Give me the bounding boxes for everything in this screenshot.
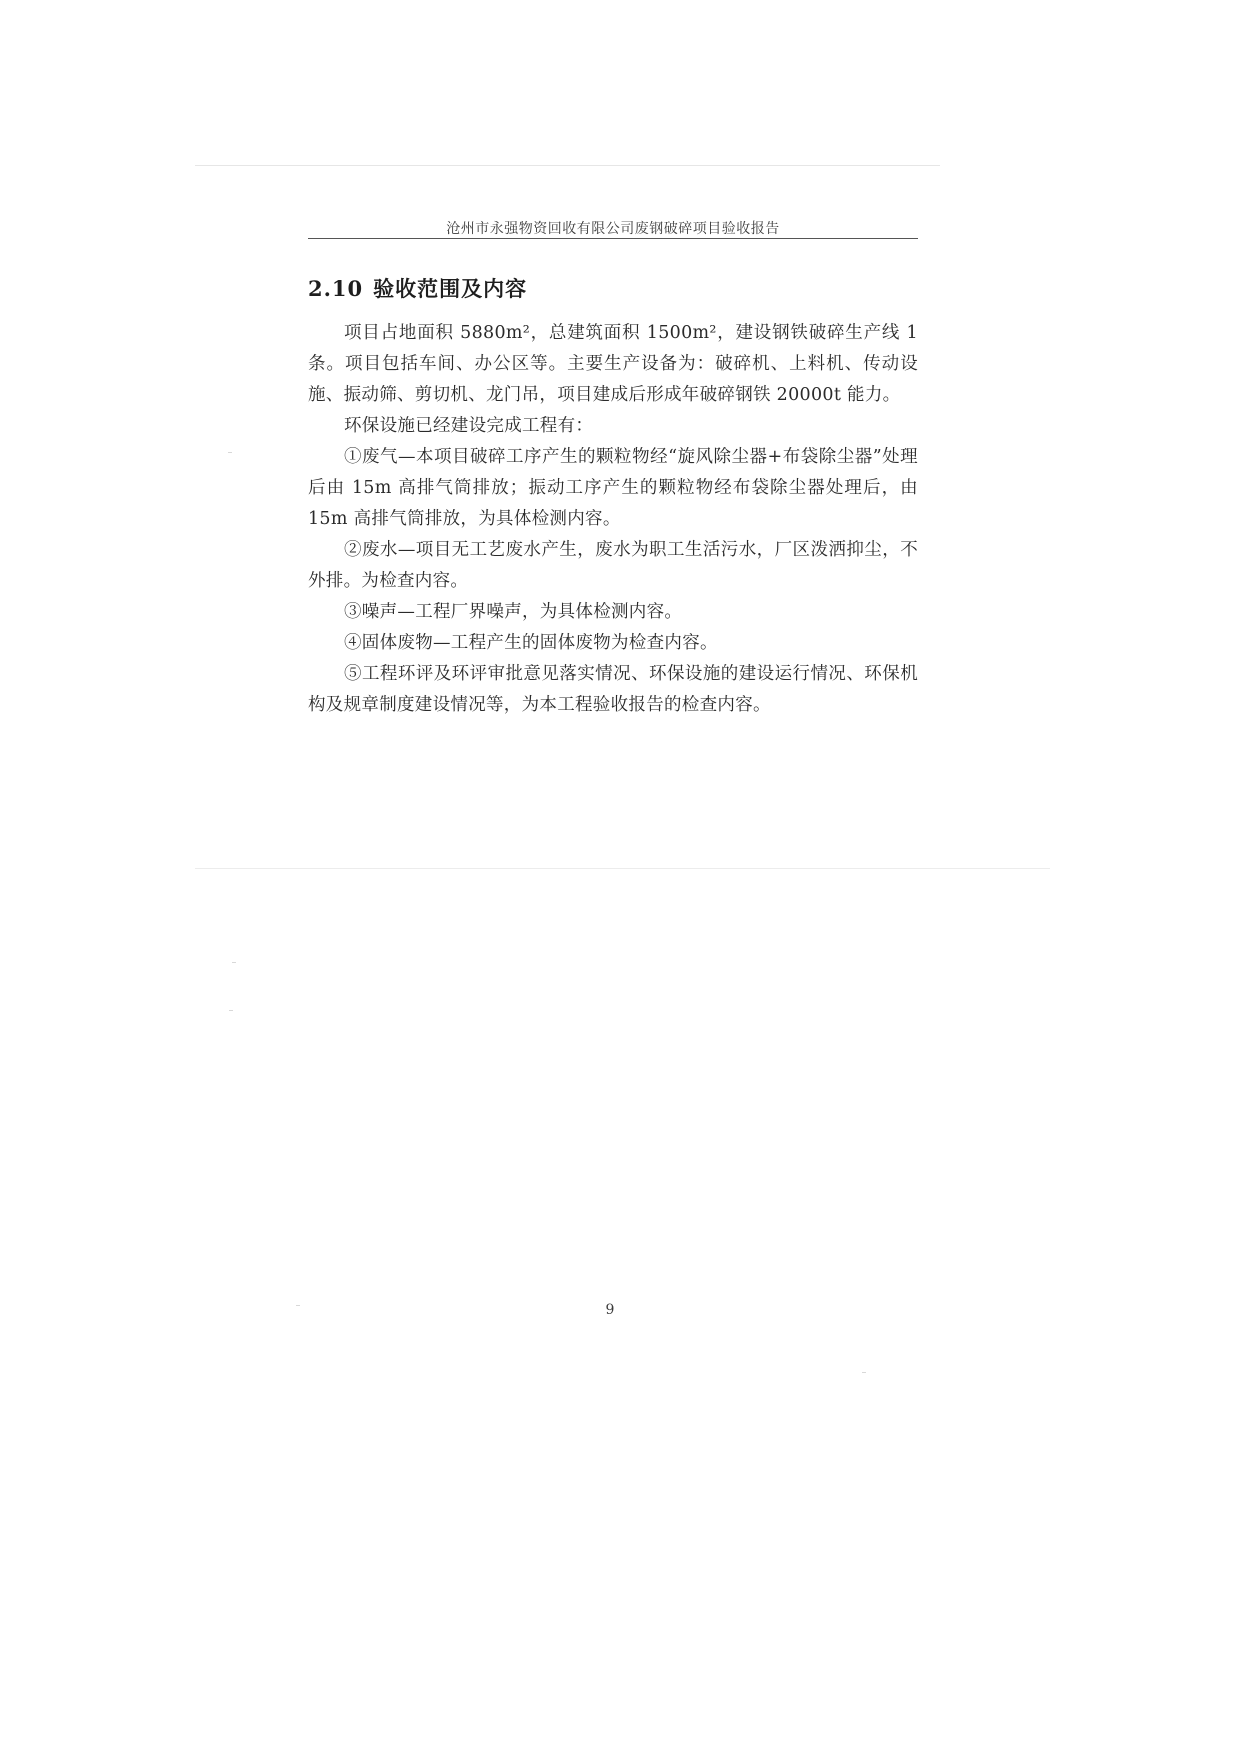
scan-speck: [296, 1305, 300, 1306]
paragraph-noise: ③噪声—工程厂界噪声，为具体检测内容。: [344, 602, 683, 622]
paragraph-solid-waste: ④固体废物—工程产生的固体废物为检查内容。: [344, 633, 718, 653]
body-text: [308, 318, 918, 721]
paragraph-inspection-content: ⑤工程环评及环评审批意见落实情况、环保设施的建设运行情况、环保机构及规章制度建设情况等，为本工程验收报告的检查内容。: [308, 664, 918, 715]
running-header: 沧州市永强物资回收有限公司废钢破碎项目验收报告: [446, 221, 780, 237]
section-title: 验收范围及内容: [373, 276, 528, 301]
section-number: 2.10: [308, 276, 364, 301]
section-heading: [308, 273, 527, 303]
header-rule: [308, 238, 918, 239]
scan-speck: [862, 1372, 866, 1373]
paragraph-waste-gas: ①废气—本项目破碎工序产生的颗粒物经“旋风除尘器+布袋除尘器”处理后由 15m 高排气筒排放；振动工序产生的颗粒物经布袋除尘器处理后，由 15m 高排气筒排放，为具体检测内容。: [308, 447, 918, 529]
scan-speck: [228, 452, 232, 453]
scan-speck: [229, 1010, 233, 1011]
scan-speck: [232, 962, 236, 963]
paragraph-waste-water: ②废水—项目无工艺废水产生，废水为职工生活污水，厂区泼洒抑尘，不外排。为检查内容。: [308, 540, 918, 591]
scan-edge-line-middle: [195, 868, 1050, 869]
paragraph-env-facilities-intro: 环保设施已经建设完成工程有：: [344, 416, 594, 436]
page-number: 9: [605, 1302, 615, 1318]
paragraph-project-overview: 项目占地面积 5880m²，总建筑面积 1500m²，建设钢铁破碎生产线 1 条。项目包括车间、办公区等。主要生产设备为：破碎机、上料机、传动设施、振动筛、剪切机、龙门吊，项目建成后形成年破碎钢铁 20000t 能力。: [308, 323, 918, 405]
scan-edge-line-top: [195, 165, 940, 166]
